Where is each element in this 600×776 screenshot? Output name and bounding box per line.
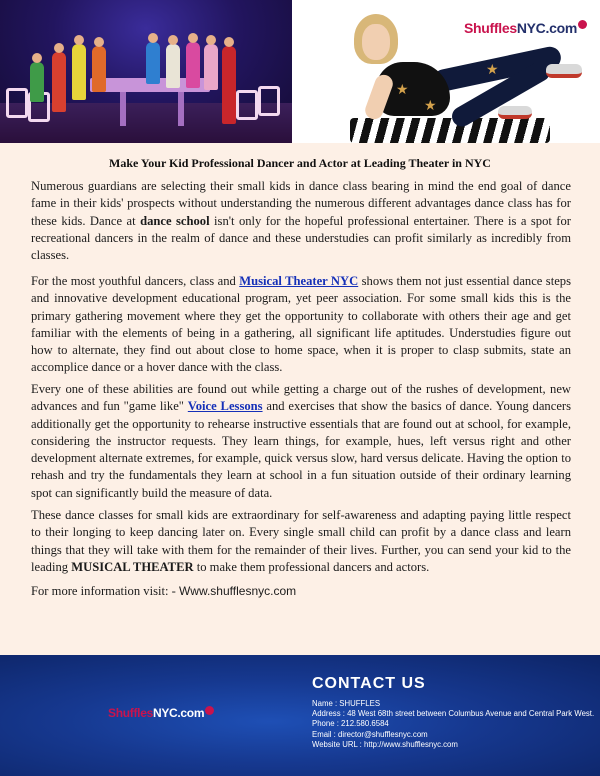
chair xyxy=(236,90,258,120)
header xyxy=(0,0,600,143)
dancer xyxy=(52,52,66,112)
dancer xyxy=(30,62,44,102)
contact-phone[interactable]: Phone : 212.580.6584 xyxy=(312,719,389,729)
paragraph-3: Every one of these abilities are found out while getting a charge out of the rushes of development, new advances and fun "game like" Voice Lessons and exercises that show the basics of dance. Young dancers additionally get the opportunity to rehearse instructive essentials that are found out at school, for example, considering the instructor requests. They learn things, for example, hues, left versus right and other development alternate extremes, for example, quick versus slow, hard versus delicate. Having the option to rehash and try the fundamentals they learn at school in a fun situation outside of their ordinary learning spot can significantly build the measure of data. xyxy=(31,382,572,500)
contact-email[interactable]: Email : director@shufflesnyc.com xyxy=(312,729,428,739)
table-leg xyxy=(120,92,126,126)
musical-theater-bold: MUSICAL THEATER xyxy=(71,559,194,574)
contact-website[interactable]: Website URL : http://www.shufflesnyc.com xyxy=(312,739,458,749)
tap-shoe xyxy=(546,64,582,78)
contact-name: Name : SHUFFLES xyxy=(312,699,381,708)
contact-details xyxy=(312,699,594,750)
article-title: Make Your Kid Professional Dancer and Actor at Leading Theater in NYC xyxy=(109,156,491,170)
voice-lessons-link[interactable]: Voice Lessons xyxy=(187,399,263,414)
dancer xyxy=(72,44,86,100)
more-info-line: For more information visit: - Www.shufflesnyc.com xyxy=(31,584,297,598)
footer-logo[interactable]: ShufflesNYC.com xyxy=(108,706,214,720)
paragraph-1: Numerous guardians are selecting their small kids in dance class bearing in mind the end goal of dance fame in their kids' prospects without understanding the numerous different advantages dance class has for these kids. Dance at dance school isn't only for the hopeful professional entertainer. There is a spot for recreational dancers in the realm of dance and these understudies can profit similarly as incredibly from classes. xyxy=(31,179,571,263)
logo-badge-icon xyxy=(578,20,587,29)
contact-address: Address : 48 West 68th street between Columbus Avenue and Central Park West. xyxy=(312,709,595,719)
musical-theater-link[interactable]: Musical Theater NYC xyxy=(239,274,359,288)
star-icon: ★ xyxy=(396,83,409,98)
chair xyxy=(6,88,28,118)
header-logo[interactable]: ShufflesNYC.com xyxy=(464,20,587,36)
stage-photo xyxy=(0,0,292,143)
star-icon: ★ xyxy=(486,63,499,78)
paragraph-4: These dance classes for small kids are extraordinary for self-awareness and adapting paying little respect to their longing to keep dancing later on. Every single small child can profit by a dance class and learn things that they will take with them for the remainder of their lives. Further, you can send your kid to the leading MUSICAL THEATER to make them professional dancers and actors. xyxy=(31,508,571,574)
dancer xyxy=(92,46,106,92)
contact-title: CONTACT US xyxy=(312,675,426,692)
dancer xyxy=(146,42,160,84)
zebra-bench xyxy=(350,118,550,143)
chair xyxy=(258,86,280,116)
dancer xyxy=(186,42,200,88)
dancer xyxy=(204,44,218,90)
dancer xyxy=(222,46,236,124)
table-leg xyxy=(178,92,184,126)
dancer xyxy=(166,44,180,88)
contact-footer xyxy=(0,655,600,776)
paragraph-2: For the most youthful dancers, class and Musical Theater NYC shows them not just essential dance steps and innovative development educational program, yet peer association. For some small kids this is the primary gathering movement where they get the opportunity to collaborate with others their age and get familiar with the elements of being in a gathering, all significant life aptitudes. Understudies figure out how to alternate, they find out about close to home space, when it is proper to clasp submits, state an accomplice dance or a hover dance with the class. xyxy=(31,274,571,375)
website-link[interactable]: Www.shufflesnyc.com xyxy=(178,584,297,598)
star-icon: ★ xyxy=(424,99,437,114)
face xyxy=(362,24,390,60)
dance-school-bold: dance school xyxy=(140,213,210,228)
logo-badge-icon xyxy=(205,706,214,715)
tap-shoe xyxy=(498,106,532,119)
